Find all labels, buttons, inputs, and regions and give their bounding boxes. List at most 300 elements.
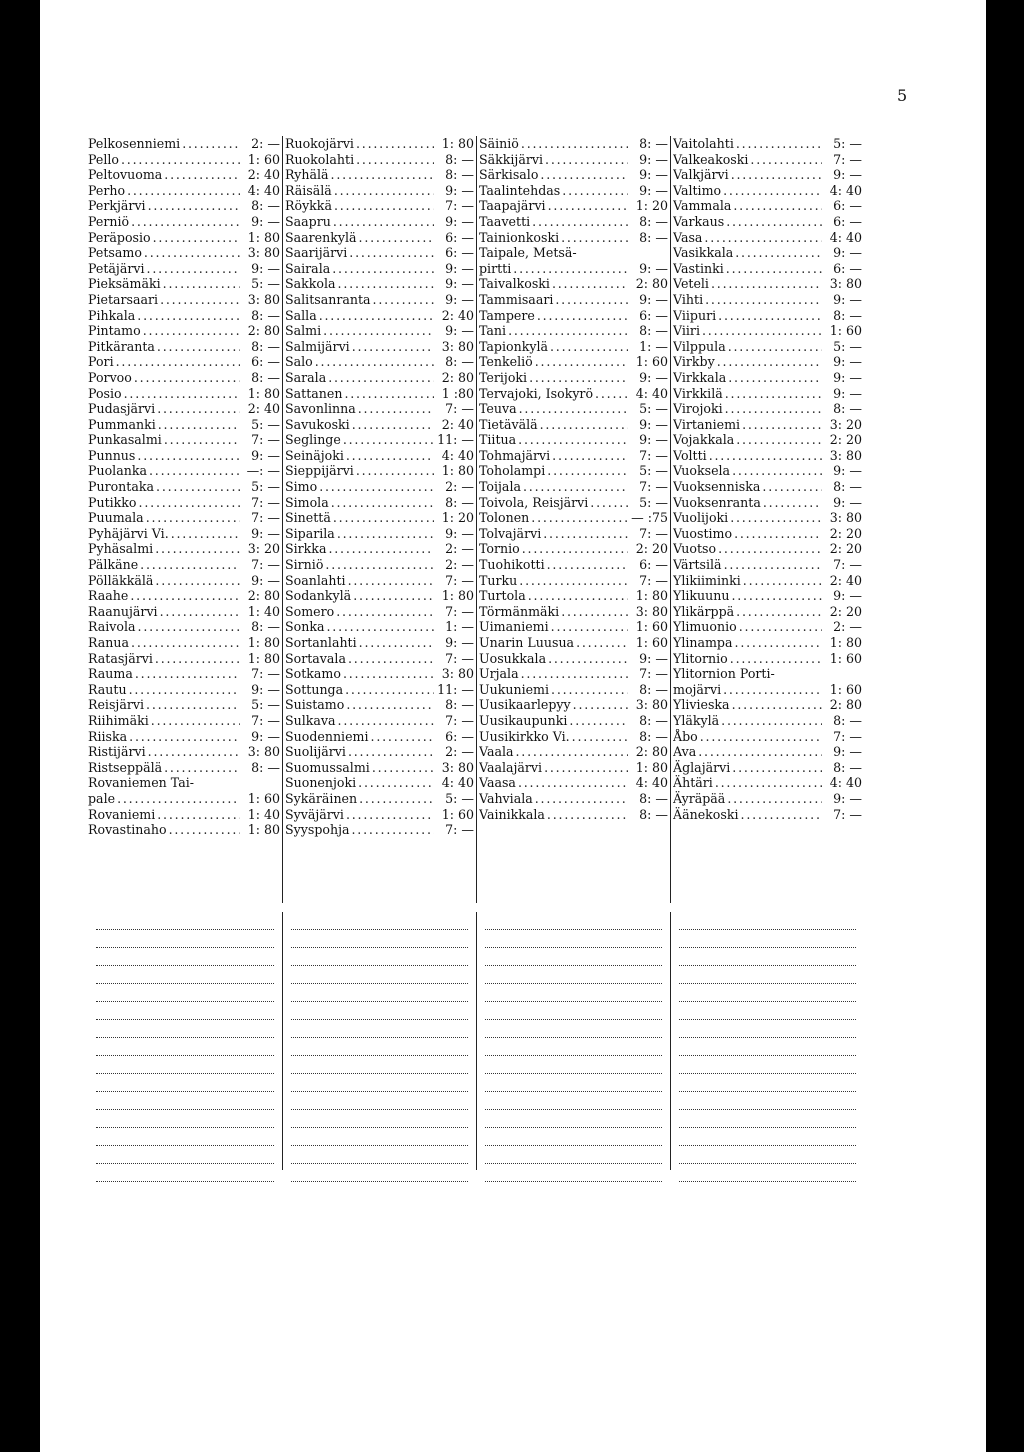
leader-dots	[705, 292, 822, 308]
place-name: Vastinki	[673, 260, 724, 276]
place-name: Värtsilä	[673, 557, 722, 573]
price-value: 4: 40	[441, 447, 474, 463]
price-value: 7: —	[251, 494, 280, 510]
price-value: 8: —	[833, 401, 862, 417]
list-item	[479, 541, 668, 557]
place-name: Tenkeliö	[479, 354, 533, 370]
place-name: Salla	[285, 307, 317, 323]
place-name: Sotkamo	[285, 666, 341, 682]
price-value: 1: 60	[247, 151, 280, 167]
blank-line	[679, 1057, 856, 1074]
price-value: 1: —	[445, 619, 474, 635]
price-value: 9: —	[251, 728, 280, 744]
list-item	[673, 152, 862, 168]
price-value: 1: 60	[829, 323, 862, 339]
list-item	[479, 557, 668, 573]
price-value: 1: 60	[829, 650, 862, 666]
leader-dots	[146, 510, 240, 526]
place-name: Äänekoski	[673, 806, 739, 822]
price-value: 2: 80	[635, 744, 668, 760]
list-item	[479, 588, 668, 604]
price-value: 7: —	[445, 603, 474, 619]
list-item	[88, 463, 280, 479]
place-name: mojärvi	[673, 681, 722, 697]
place-name: Valkjärvi	[673, 167, 729, 183]
leader-dots	[138, 619, 240, 635]
blank-line	[291, 1075, 468, 1092]
leader-dots	[148, 198, 240, 214]
list-item	[285, 775, 474, 791]
blank-line	[96, 913, 274, 930]
place-name: Perkjärvi	[88, 198, 146, 214]
leader-dots	[572, 729, 628, 745]
price-value: 9: —	[251, 213, 280, 229]
blank-line	[291, 1129, 468, 1146]
list-item	[88, 744, 280, 760]
place-name: Pori	[88, 354, 114, 370]
blank-column-3	[476, 912, 670, 1170]
price-value: 2: 80	[829, 697, 862, 713]
list-item	[673, 167, 862, 183]
list-item	[673, 791, 862, 807]
price-value: 7: —	[639, 525, 668, 541]
list-item	[285, 666, 474, 682]
price-value: 9: —	[833, 463, 862, 479]
price-value: 5: —	[251, 416, 280, 432]
blank-line	[485, 1111, 662, 1128]
price-value: 8: —	[251, 198, 280, 214]
price-value: 4: 40	[829, 229, 862, 245]
price-value: 2: 20	[829, 525, 862, 541]
place-name: Sortavala	[285, 650, 346, 666]
place-name: Salo	[285, 354, 313, 370]
price-value: 8: —	[639, 213, 668, 229]
price-value: 8: —	[639, 323, 668, 339]
list-item	[673, 214, 862, 230]
price-value: 2: 20	[829, 432, 862, 448]
place-name: Uukuniemi	[479, 681, 550, 697]
list-item	[285, 557, 474, 573]
leader-dots	[750, 152, 822, 168]
price-value: 3: 80	[635, 603, 668, 619]
place-name: Raanujärvi	[88, 603, 158, 619]
place-name: Toholampi	[479, 463, 546, 479]
price-value: 8: —	[251, 759, 280, 775]
leader-dots	[346, 448, 434, 464]
place-name: Sairala	[285, 260, 331, 276]
place-name: Salitsanranta	[285, 291, 371, 307]
price-value: 9: —	[445, 276, 474, 292]
place-name: Peräposio	[88, 229, 151, 245]
list-item	[88, 261, 280, 277]
price-value: 4: 40	[635, 775, 668, 791]
place-name: Åbo	[673, 728, 698, 744]
price-value: 1: 20	[441, 510, 474, 526]
list-item	[285, 183, 474, 199]
price-value: 2: 80	[247, 588, 280, 604]
price-value: 2: 40	[441, 416, 474, 432]
place-name: Teuva	[479, 401, 517, 417]
list-item	[285, 323, 474, 339]
list-item	[479, 448, 668, 464]
list-item	[673, 354, 862, 370]
leader-dots	[345, 682, 434, 698]
leader-dots	[151, 713, 240, 729]
list-item	[88, 448, 280, 464]
list-item	[88, 276, 280, 292]
list-item	[673, 370, 862, 386]
leader-dots	[734, 526, 822, 542]
list-item	[285, 526, 474, 542]
price-value: 3: 80	[441, 338, 474, 354]
place-name: Urjala	[479, 666, 519, 682]
place-name: Tainionkoski	[479, 229, 560, 245]
list-item	[88, 729, 280, 745]
leader-dots	[532, 214, 628, 230]
list-item	[479, 791, 668, 807]
price-value: 1: 40	[247, 603, 280, 619]
price-value: 6: —	[445, 728, 474, 744]
place-name: Saarijärvi	[285, 245, 348, 261]
list-item	[285, 822, 474, 838]
price-value: 8: —	[251, 338, 280, 354]
list-item	[673, 198, 862, 214]
leader-dots	[548, 198, 628, 214]
list-item	[88, 807, 280, 823]
place-name: Vainikkala	[479, 806, 545, 822]
list-item	[88, 666, 280, 682]
blank-line	[96, 949, 274, 966]
list-item	[479, 526, 668, 542]
place-name: Tolvajärvi	[479, 525, 542, 541]
price-value: 1: 80	[247, 650, 280, 666]
leader-dots	[148, 744, 240, 760]
list-item	[479, 510, 668, 526]
place-name: Salmi	[285, 323, 322, 339]
price-value: 9: —	[639, 151, 668, 167]
price-value: 8: —	[639, 136, 668, 151]
leader-dots	[741, 807, 822, 823]
list-item	[88, 323, 280, 339]
list-item	[285, 463, 474, 479]
leader-dots	[359, 791, 434, 807]
price-value: 8: —	[445, 151, 474, 167]
leader-dots	[140, 557, 240, 573]
price-value: 9: —	[833, 167, 862, 183]
leader-dots	[326, 619, 434, 635]
price-value: 1: —	[639, 338, 668, 354]
place-name: Yläkylä	[673, 712, 720, 728]
list-item	[479, 604, 668, 620]
leader-dots	[513, 261, 628, 277]
price-value: 5: —	[251, 697, 280, 713]
leader-dots	[521, 666, 628, 682]
leader-dots	[137, 308, 240, 324]
price-value: 9: —	[833, 354, 862, 370]
leader-dots	[730, 651, 822, 667]
leader-dots	[332, 261, 434, 277]
leader-dots	[149, 463, 240, 479]
place-name: Sarala	[285, 369, 327, 385]
leader-dots	[348, 573, 434, 589]
place-name: Ylikuunu	[673, 588, 730, 604]
price-value: 9: —	[251, 260, 280, 276]
blank-line	[291, 1147, 468, 1164]
list-item	[673, 744, 862, 760]
leader-dots	[343, 666, 434, 682]
list-item	[673, 183, 862, 199]
list-item	[673, 573, 862, 589]
price-value: 7: —	[251, 432, 280, 448]
leader-dots	[702, 323, 822, 339]
list-item	[479, 354, 668, 370]
list-item	[88, 339, 280, 355]
place-name: Ratasjärvi	[88, 650, 153, 666]
list-item	[285, 744, 474, 760]
list-item	[88, 760, 280, 776]
blank-line	[485, 1021, 662, 1038]
leader-dots	[333, 214, 434, 230]
leader-dots	[328, 541, 434, 557]
place-name: Uusikaupunki	[479, 712, 568, 728]
blank-line	[679, 1165, 856, 1182]
list-item	[88, 635, 280, 651]
place-name: Säkkijärvi	[479, 151, 544, 167]
price-value: 2: 80	[247, 323, 280, 339]
place-name: Siparila	[285, 525, 335, 541]
list-item	[479, 183, 668, 199]
list-item	[673, 401, 862, 417]
place-name: Raahe	[88, 588, 129, 604]
page-number: 5	[897, 86, 908, 105]
document-page	[40, 0, 986, 1452]
list-item	[673, 604, 862, 620]
blank-line	[485, 913, 662, 930]
leader-dots	[537, 308, 628, 324]
leader-dots	[359, 635, 434, 651]
price-value: 1: 60	[635, 354, 668, 370]
list-item	[479, 495, 668, 511]
list-item	[479, 245, 668, 261]
price-value: 8: —	[833, 759, 862, 775]
list-item	[479, 276, 668, 292]
place-name: Sonka	[285, 619, 325, 635]
leader-dots	[518, 432, 628, 448]
place-name: Taalintehdas	[479, 182, 561, 198]
leader-dots	[116, 354, 240, 370]
place-name: Riihimäki	[88, 712, 149, 728]
list-item	[88, 791, 280, 807]
price-value: 2: 80	[635, 276, 668, 292]
list-item	[479, 713, 668, 729]
price-value: 7: —	[445, 650, 474, 666]
price-value: 1: 40	[247, 806, 280, 822]
leader-dots	[544, 760, 628, 776]
place-name: Pelkosenniemi	[88, 136, 181, 151]
price-value: 5: —	[445, 790, 474, 806]
price-value: 2: —	[251, 136, 280, 151]
price-value: 9: —	[445, 635, 474, 650]
leader-dots	[346, 807, 434, 823]
place-name: Vaalajärvi	[479, 759, 543, 775]
leader-dots	[704, 230, 822, 246]
blank-column-1	[88, 912, 282, 1170]
list-item	[285, 386, 474, 402]
price-column-2	[282, 136, 476, 903]
price-value: —: —	[246, 463, 280, 479]
price-value: 1 :80	[441, 385, 474, 401]
price-value: 1: 60	[441, 806, 474, 822]
list-item	[673, 651, 862, 667]
place-name: Raivola	[88, 619, 136, 635]
place-name: Ylikärppä	[673, 603, 735, 619]
list-item	[285, 791, 474, 807]
place-name: Sirkka	[285, 541, 327, 557]
list-item	[88, 401, 280, 417]
place-name: Pölläkkälä	[88, 572, 154, 588]
list-item	[88, 541, 280, 557]
place-name: Uusikaarlepyy	[479, 697, 571, 713]
list-item	[88, 573, 280, 589]
list-item	[673, 339, 862, 355]
leader-dots	[372, 760, 434, 776]
leader-dots	[356, 463, 434, 479]
list-item	[479, 136, 668, 152]
leader-dots	[153, 230, 240, 246]
list-item	[673, 432, 862, 448]
place-name: Tornio	[479, 541, 520, 557]
leader-dots	[135, 666, 240, 682]
leader-dots	[728, 339, 822, 355]
list-item	[88, 495, 280, 511]
list-item	[285, 261, 474, 277]
place-name: Rovastinaho	[88, 822, 167, 838]
list-item	[285, 370, 474, 386]
price-value: 1: 20	[635, 198, 668, 214]
place-name: pale	[88, 790, 116, 806]
leader-dots	[348, 651, 434, 667]
leader-dots	[349, 245, 434, 261]
leader-dots	[739, 619, 822, 635]
price-value: 2: —	[445, 744, 474, 760]
list-item	[285, 573, 474, 589]
leader-dots	[516, 744, 629, 760]
leader-dots	[535, 354, 628, 370]
blank-line	[291, 1021, 468, 1038]
place-name: Tervajoki, Isokyrö	[479, 385, 594, 401]
place-name: Ylitornion Porti-	[673, 666, 775, 682]
leader-dots	[519, 401, 628, 417]
place-name: Ylivieska	[673, 697, 730, 713]
leader-dots	[711, 276, 822, 292]
place-name: Seinäjoki	[285, 447, 344, 463]
list-item	[673, 713, 862, 729]
place-name: Pyhäsalmi	[88, 541, 154, 557]
list-item	[88, 245, 280, 261]
leader-dots	[735, 635, 822, 651]
blank-line	[485, 967, 662, 984]
leader-dots	[353, 588, 434, 604]
place-name: Uusikirkko Vi.	[479, 728, 570, 744]
blank-line	[485, 1003, 662, 1020]
list-item	[285, 136, 474, 152]
list-item	[673, 619, 862, 635]
place-name: Putikko	[88, 494, 137, 510]
price-value: 4: 40	[635, 385, 668, 401]
place-name: Terijoki	[479, 369, 528, 385]
place-name: Taapajärvi	[479, 198, 546, 214]
price-value: 3: 80	[441, 759, 474, 775]
list-item	[88, 354, 280, 370]
list-item	[88, 292, 280, 308]
blank-line	[485, 1075, 662, 1092]
place-name: Sirniö	[285, 557, 324, 573]
leader-dots	[129, 729, 240, 745]
blank-line	[291, 1057, 468, 1074]
list-item	[88, 604, 280, 620]
price-value: 7: —	[445, 822, 474, 838]
place-name: Ristijärvi	[88, 744, 146, 760]
place-name: Pitkäranta	[88, 338, 155, 354]
leader-dots	[576, 635, 628, 651]
list-item	[285, 339, 474, 355]
leader-dots	[595, 386, 628, 402]
leader-dots	[547, 807, 628, 823]
leader-dots	[319, 308, 434, 324]
leader-dots	[727, 791, 822, 807]
price-value: 11: —	[437, 432, 474, 448]
list-item	[88, 167, 280, 183]
list-item	[673, 136, 862, 152]
price-value: 9: —	[639, 260, 668, 276]
blank-line	[96, 1147, 274, 1164]
list-item	[673, 760, 862, 776]
list-item	[479, 651, 668, 667]
list-item	[88, 152, 280, 168]
price-value: 7: —	[833, 806, 862, 822]
place-name: Ylikiiminki	[673, 572, 741, 588]
leader-dots	[726, 214, 822, 230]
blank-line	[291, 1093, 468, 1110]
place-name: Perniö	[88, 213, 130, 229]
leader-dots	[590, 495, 628, 511]
list-item	[479, 401, 668, 417]
place-name: Virkkala	[673, 369, 727, 385]
list-item	[673, 230, 862, 246]
price-value: 2: 40	[441, 307, 474, 323]
place-name: Vuoksela	[673, 463, 731, 479]
leader-dots	[700, 729, 822, 745]
price-value: 9: —	[833, 385, 862, 401]
price-value: 8: —	[639, 728, 668, 744]
list-item	[285, 276, 474, 292]
place-name: Pintamo	[88, 323, 141, 339]
price-value: 2: 20	[635, 541, 668, 557]
list-item	[285, 729, 474, 745]
place-name: Pietarsaari	[88, 291, 159, 307]
place-name: pirtti	[479, 260, 512, 276]
place-name: Petäjärvi	[88, 260, 145, 276]
blank-line	[485, 1147, 662, 1164]
list-item	[673, 386, 862, 402]
blank-entry-area	[88, 912, 936, 1170]
leader-dots	[718, 308, 822, 324]
price-value: 6: —	[833, 198, 862, 214]
place-name: Ylimuonio	[673, 619, 737, 635]
leader-dots	[529, 370, 628, 386]
list-item	[88, 822, 280, 838]
place-name: Savukoski	[285, 416, 350, 432]
